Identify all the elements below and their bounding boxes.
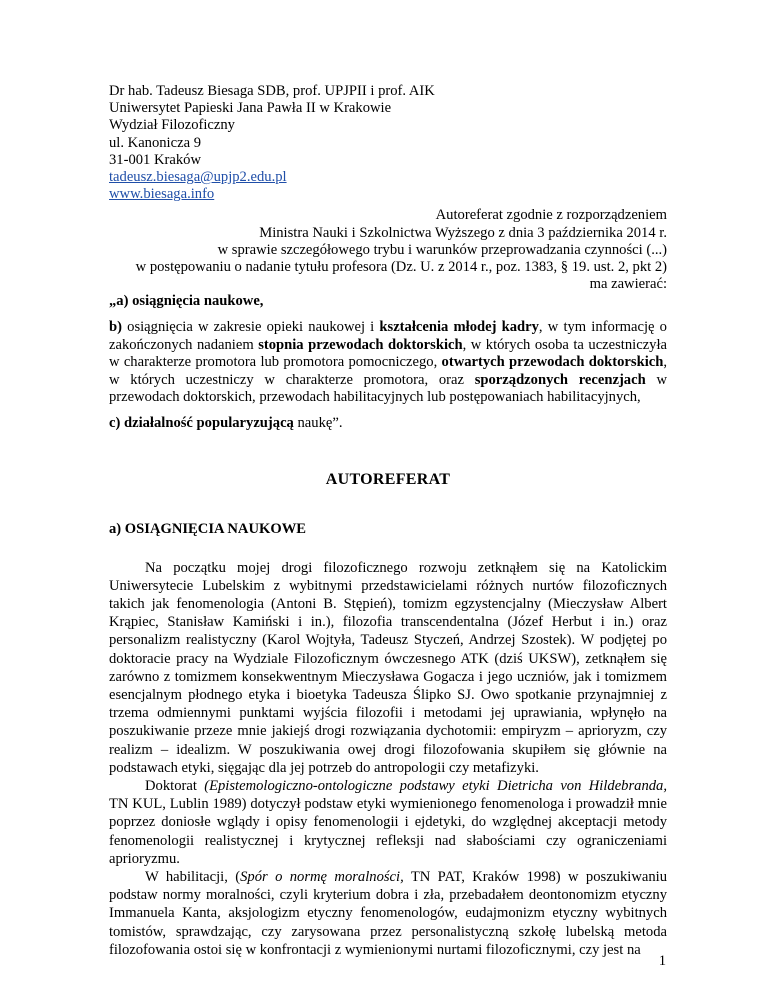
requirement-b xyxy=(109,319,667,407)
req-b-bold-4: sporządzonych recenzjach xyxy=(474,371,646,388)
section-heading-a: a) OSIĄGNIĘCIA NAUKOWE xyxy=(109,520,307,537)
para3-text-2: TN PAT, Kraków 1998) w poszukiwaniu podstaw normy moralności, czyli kryterium dobra i zła, przebadałem deontonomizm etyczny Immanuela Kanta, aksjologizm etyczny fenomenologów, eudajmonizm etyczny wybitnych tomistów, sprawdzając, czy zarysowana przez personalistyczną szkołę lubelską metoda filozofowania ostoi się w konfrontacji z wymienionymi nurtami filozoficznymi, czy jest na xyxy=(109,869,667,958)
para2-text-2: TN KUL, Lublin 1989) dotyczył podstaw etyki wymienionego fenomenologa i prowadził mnie poprzez doniosłe wglądy i opisy fenomenologii i ejdetyki, do względnej akceptacji metody fenomenologii realistycznej i krytycznej refleksji nad słabościami czy ograniczeniami aprioryzmu. xyxy=(109,796,667,867)
document-page xyxy=(109,83,667,959)
body-paragraph-2 xyxy=(109,777,667,868)
para2-italic: (Epistemologiczno-ontologiczne podstawy etyki Dietricha von Hildebranda, xyxy=(204,778,667,795)
req-b-bold-3: otwartych przewodach doktorskich xyxy=(441,354,664,371)
req-c-text: naukę”. xyxy=(293,415,343,431)
author-city: 31-001 Kraków xyxy=(109,151,202,168)
regulation-line-1: Autoreferat zgodnie z rozporządzeniem xyxy=(435,207,667,224)
author-street: ul. Kanonicza 9 xyxy=(109,134,201,151)
requirement-a: „a) osiągnięcia naukowe, xyxy=(109,293,264,310)
author-name: Dr hab. Tadeusz Biesaga SDB, prof. UPJPII i prof. AIK xyxy=(109,83,435,99)
para3-italic: Spór o normę moralności, xyxy=(240,869,404,886)
page-title: AUTOREFERAT xyxy=(325,470,451,488)
req-b-text-4: , w których uczestniczy w charakterze promotora, oraz xyxy=(109,354,667,388)
email-link[interactable]: tadeusz.biesaga@upjp2.edu.pl xyxy=(109,169,287,186)
req-b-label: b) xyxy=(109,319,122,336)
regulation-block xyxy=(109,207,667,293)
body-paragraph-3 xyxy=(109,868,667,959)
body-paragraph-1: Na początku mojej drogi filozoficznego rozwoju zetknąłem się na Katolickim Uniwersytecie Lubelskim z wybitnymi przedstawicielami różnych nurtów filozoficznych takich jak fenomenologia (Antoni B. Stępień), tomizm egzystencjalny (Mieczysław Albert Krąpiec, Stanisław Kamiński i in.), filozofia transcendentalna (Józef Herbut i in.) oraz personalizm realistyczny (Karol Wojtyła, Tadeusz Styczeń, Andrzej Szostek). W podjętej po doktoracie pracy na Wydziale Filozoficznym ówczesnego ATK (dziś UKSW), zetknąłem się zarówno z tomizmem konsekwentnym Mieczysława Gogacza i jego uczniów, jak i tomizmem esencjalnym płodnego etyka i bioetyka Tadeusza Ślipko SJ. Owo spotkanie przynajmniej z trzema odmiennymi punktami wyjścia filozofii i metodami jej uprawiania, wpłynęło na poszukiwanie przeze mnie jakiejś drogi rozwiązania dychotomii: empiryzm – aprioryzm, czy realizm – idealizm. W poszukiwania owej drogi filozofowania skupiłem się głównie na podstawach etyki, sięgając dla jej potrzeb do antropologii czy metafizyki. xyxy=(109,559,667,776)
para3-text-1: W habilitacji, ( xyxy=(145,869,241,886)
regulation-line-2: Ministra Nauki i Szkolnictwa Wyższego z dnia 3 października 2014 r. xyxy=(259,224,667,241)
req-b-text-3: , w których osoba ta uczestniczyła w charakterze promotora lub promotora pomocniczego, xyxy=(109,336,667,371)
requirement-c xyxy=(109,415,667,433)
regulation-line-4: w postępowaniu o nadanie tytułu profesora (Dz. U. z 2014 r., poz. 1383, § 19. ust. 2, pkt 2) xyxy=(135,259,667,276)
page-number: 1 xyxy=(658,953,666,969)
regulation-line-5: ma zawierać: xyxy=(589,276,667,293)
req-b-text-1: osiągnięcia w zakresie opieki naukowej i xyxy=(121,319,380,336)
req-b-text-2: , w tym informację o zakończonych nadaniem xyxy=(109,319,667,353)
website-link[interactable]: www.biesaga.info xyxy=(109,186,215,203)
body-text xyxy=(109,559,667,959)
req-b-bold-1: kształcenia młodej kadry xyxy=(379,319,539,336)
author-faculty: Wydział Filozoficzny xyxy=(109,117,235,134)
req-c-bold: c) działalność popularyzującą xyxy=(109,415,294,431)
req-b-bold-2: stopnia przewodach doktorskich xyxy=(258,336,463,353)
req-b-text-5: w przewodach doktorskich, przewodach habilitacyjnych lub postępowaniach habilitacyjnych, xyxy=(109,371,667,406)
para2-text-1: Doktorat xyxy=(145,778,205,795)
author-university: Uniwersytet Papieski Jana Pawła II w Krakowie xyxy=(109,100,392,117)
regulation-line-3: w sprawie szczegółowego trybu i warunków przeprowadzania czynności (...) xyxy=(217,241,667,258)
author-block xyxy=(109,83,667,203)
